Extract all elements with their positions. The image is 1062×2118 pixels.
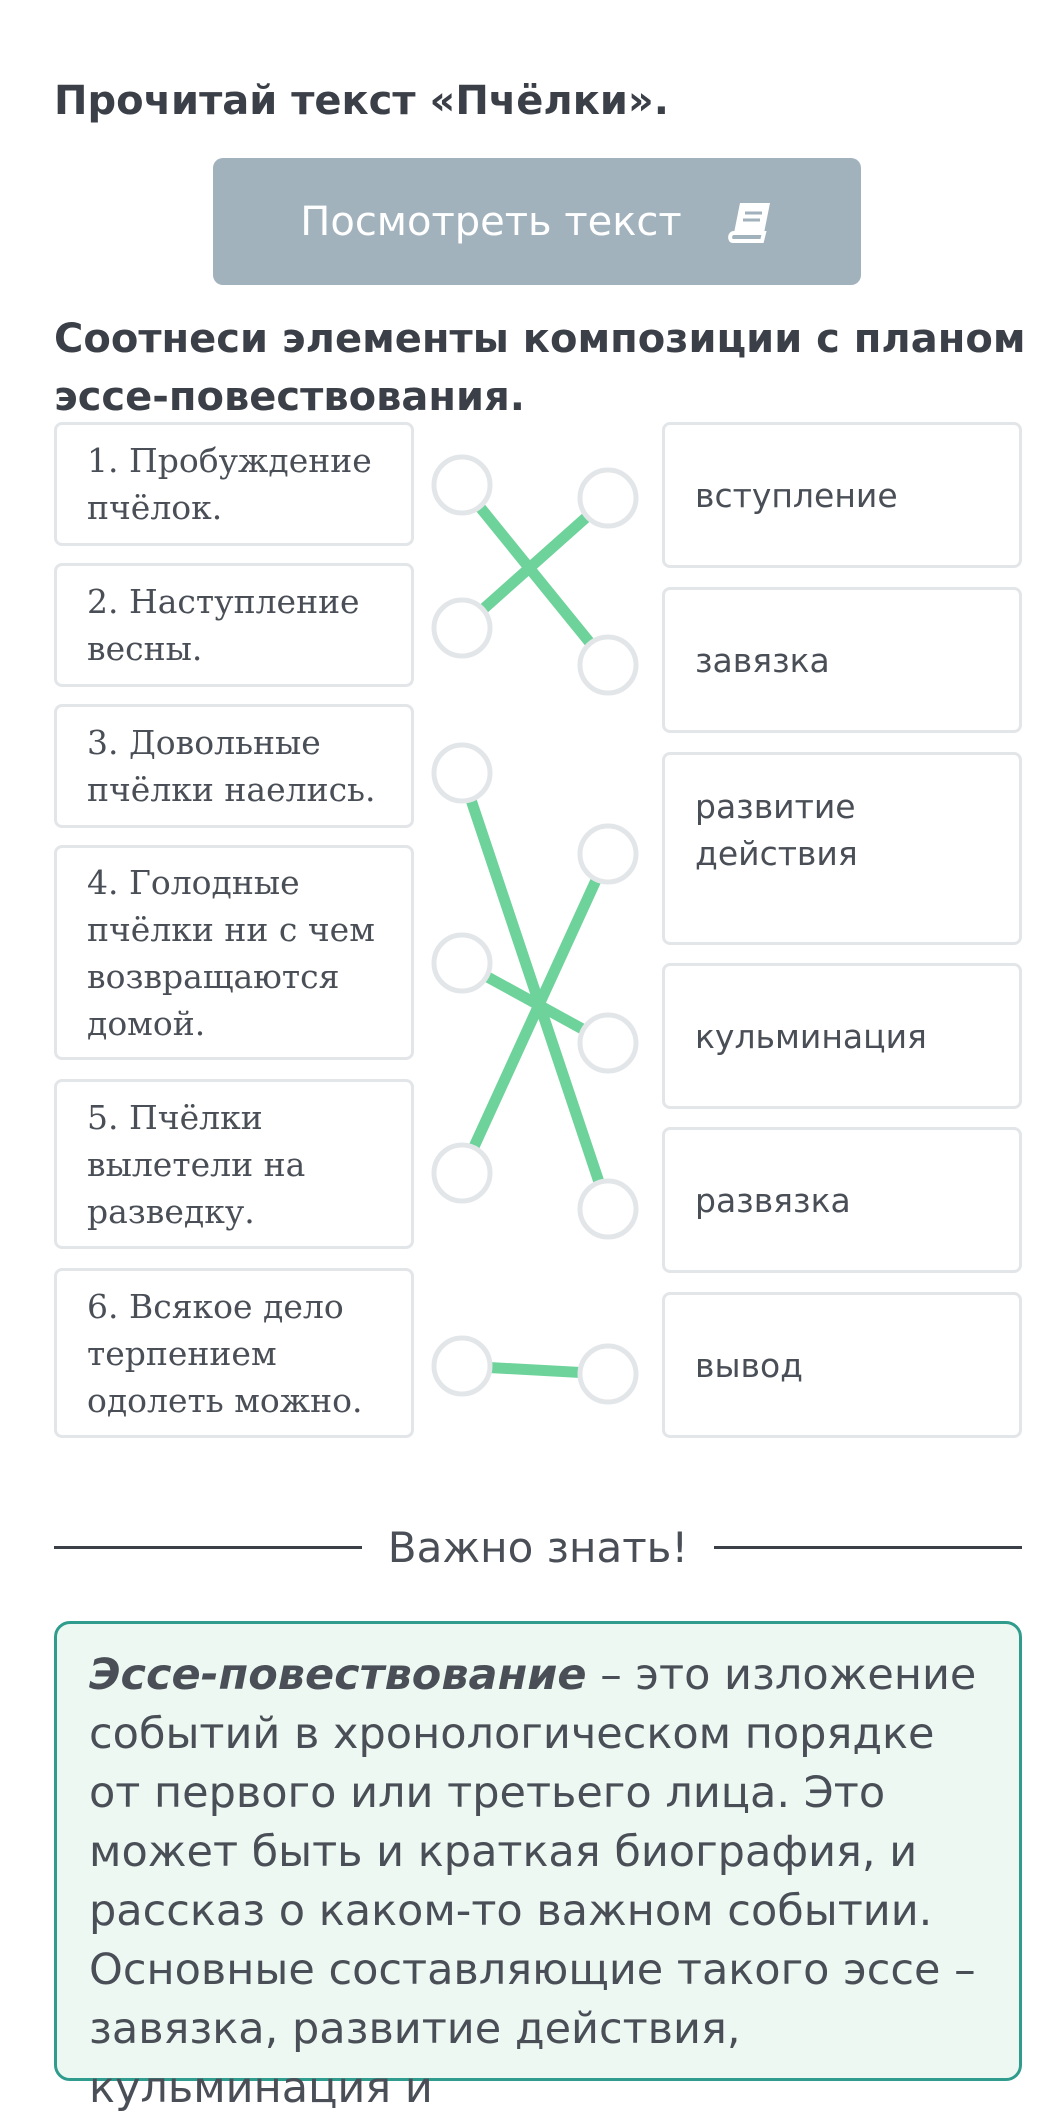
left-item-label: 5. Пчёлки вылетели на разведку. [87, 1097, 306, 1231]
right-item-label: развитие действия [695, 787, 858, 873]
left-item-label: 2. Наступление весны. [87, 582, 360, 668]
match-instruction: Соотнеси элементы композиции с планом эссе-повествования. [54, 316, 1026, 420]
right-connector-dot-5[interactable] [580, 1181, 636, 1237]
right-item-label: вывод [695, 1345, 803, 1385]
left-item-4[interactable] [54, 845, 414, 1060]
info-term: Эссе-повествование [89, 1650, 587, 1700]
right-item-5[interactable] [662, 1127, 1022, 1273]
left-item-label: 1. Пробуждение пчёлок. [87, 441, 372, 527]
left-item-6[interactable] [54, 1268, 414, 1438]
right-connector-dot-1[interactable] [580, 470, 636, 526]
right-connector-dot-3[interactable] [580, 826, 636, 882]
right-connector-dot-2[interactable] [580, 637, 636, 693]
right-connector-dot-6[interactable] [580, 1346, 636, 1402]
view-text-label: Посмотреть текст [300, 198, 682, 245]
right-item-label: вступление [695, 475, 898, 515]
book-icon [728, 201, 774, 243]
divider-rule-left [54, 1546, 362, 1549]
right-item-1[interactable] [662, 422, 1022, 568]
left-item-5[interactable] [54, 1079, 414, 1249]
right-item-label: завязка [695, 640, 830, 680]
left-item-label: 3. Довольные пчёлки наелись. [87, 723, 376, 809]
right-item-label: развязка [695, 1180, 851, 1220]
left-connector-dot-6[interactable] [434, 1338, 490, 1394]
important-divider [54, 1512, 1022, 1582]
right-connector-dot-4[interactable] [580, 1015, 636, 1071]
connection-dots [434, 457, 636, 1402]
right-item-6[interactable] [662, 1292, 1022, 1438]
left-item-2[interactable] [54, 563, 414, 687]
read-instruction: Прочитай текст «Пчёлки». [54, 78, 669, 124]
left-connector-dot-2[interactable] [434, 600, 490, 656]
info-text: – это изложение событий в хронологическом порядке от первого или третьего лица. Это может быть и краткая биография, и рассказ о каком-то важном событии. Основные составляющие такого эссе – завязка, развитие действия, кульминация и [89, 1650, 977, 2113]
left-connector-dot-3[interactable] [434, 745, 490, 801]
right-item-2[interactable] [662, 587, 1022, 733]
view-text-button[interactable] [213, 158, 861, 285]
connection-line-5 [462, 854, 608, 1173]
left-item-label: 4. Голодные пчёлки ни с чем возвращаются домой. [87, 862, 375, 1043]
right-item-label: кульминация [695, 1016, 927, 1056]
divider-rule-right [714, 1546, 1022, 1549]
left-item-1[interactable] [54, 422, 414, 546]
important-label: Важно знать! [387, 1522, 689, 1572]
right-item-4[interactable] [662, 963, 1022, 1109]
left-connector-dot-5[interactable] [434, 1145, 490, 1201]
left-connector-dot-1[interactable] [434, 457, 490, 513]
important-info-box [54, 1621, 1022, 2113]
left-connector-dot-4[interactable] [434, 935, 490, 991]
left-item-3[interactable] [54, 704, 414, 828]
left-item-label: 6. Всякое дело терпением одолеть можно. [87, 1286, 363, 1420]
right-item-3[interactable] [662, 752, 1022, 945]
